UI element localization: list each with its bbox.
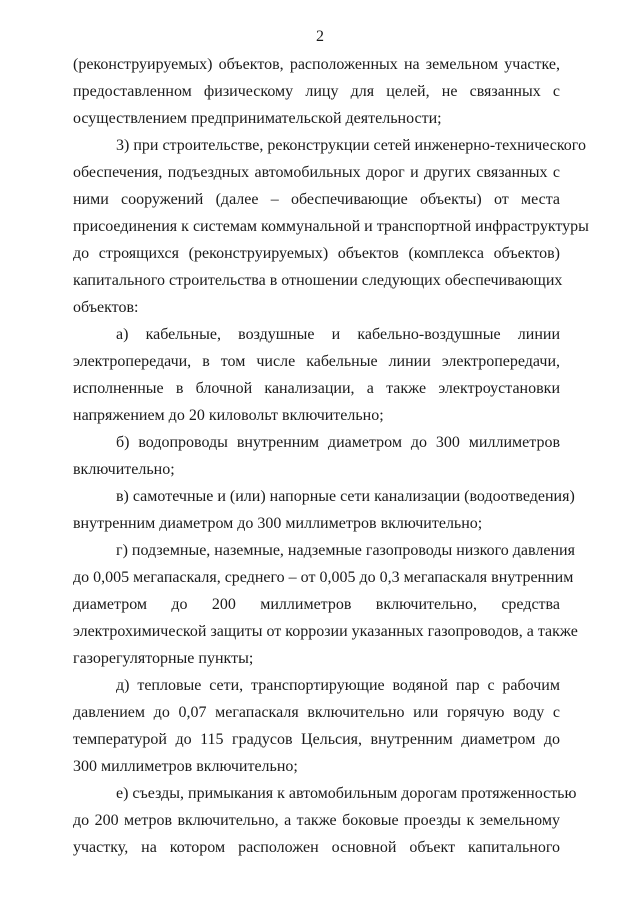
text-line: до строящихся (реконструируемых) объектов (комплекса объектов): [73, 245, 560, 262]
text-line: участку, на котором расположен основной объект капитального: [73, 839, 560, 856]
text-line: обеспечения, подъездных автомобильных дорог и других связанных с: [73, 164, 560, 181]
paragraph-item-3: [73, 132, 589, 321]
text-line: а) кабельные, воздушные и кабельно-воздушные линии: [116, 326, 560, 343]
text-line: объектов:: [73, 299, 139, 316]
text-line: электрохимической защиты от коррозии указанных газопроводов, а также: [73, 623, 578, 640]
text-line: осуществлением предпринимательской деятельности;: [73, 110, 442, 127]
text-line: ними сооружений (далее – обеспечивающие объекты) от места: [73, 191, 560, 208]
text-line: исполненные в блочной канализации, а также электроустановки: [73, 380, 560, 397]
text-line: в) самотечные и (или) напорные сети канализации (водоотведения): [116, 488, 575, 505]
text-line: диаметром до 200 миллиметров включительно, средства: [73, 596, 560, 613]
paragraph-subitem-e: [73, 780, 577, 861]
text-line: е) съезды, примыкания к автомобильным дорогам протяженностью: [116, 785, 577, 802]
text-line: предоставленном физическому лицу для целей, не связанных с: [73, 83, 560, 100]
text-line: б) водопроводы внутренним диаметром до 300 миллиметров: [116, 434, 560, 451]
document-body: [73, 51, 589, 861]
text-line: давлением до 0,07 мегапаскаля включительно или горячую воду с: [73, 704, 560, 721]
text-line: 300 миллиметров включительно;: [73, 758, 298, 775]
text-line: включительно;: [73, 461, 175, 478]
text-line: внутренним диаметром до 300 миллиметров включительно;: [73, 515, 483, 532]
text-line: д) тепловые сети, транспортирующие водяной пар с рабочим: [116, 677, 560, 694]
text-line: температурой до 115 градусов Цельсия, внутренним диаметром до: [73, 731, 560, 748]
paragraph-continuation: [73, 51, 560, 132]
text-line: до 200 метров включительно, а также боковые проезды к земельному: [73, 812, 560, 829]
paragraph-subitem-g: [73, 537, 578, 672]
text-line: до 0,005 мегапаскаля, среднего – от 0,005 до 0,3 мегапаскаля внутренним: [73, 569, 574, 586]
paragraph-subitem-a: [73, 321, 560, 429]
text-line: газорегуляторные пункты;: [73, 650, 254, 667]
paragraph-subitem-v: [73, 483, 575, 537]
text-line: напряжением до 20 киловольт включительно;: [73, 407, 384, 424]
text-line: 3) при строительстве, реконструкции сетей инженерно-технического: [116, 137, 586, 154]
paragraph-subitem-d: [73, 672, 560, 780]
text-line: электропередачи, в том числе кабельные линии электропередачи,: [73, 353, 560, 370]
text-line: (реконструируемых) объектов, расположенных на земельном участке,: [73, 56, 560, 73]
text-line: присоединения к системам коммунальной и транспортной инфраструктуры: [73, 218, 589, 235]
text-line: капитального строительства в отношении следующих обеспечивающих: [73, 272, 563, 289]
text-line: г) подземные, наземные, надземные газопроводы низкого давления: [116, 542, 575, 559]
paragraph-subitem-b: [73, 429, 560, 483]
page-number: 2: [316, 28, 324, 45]
